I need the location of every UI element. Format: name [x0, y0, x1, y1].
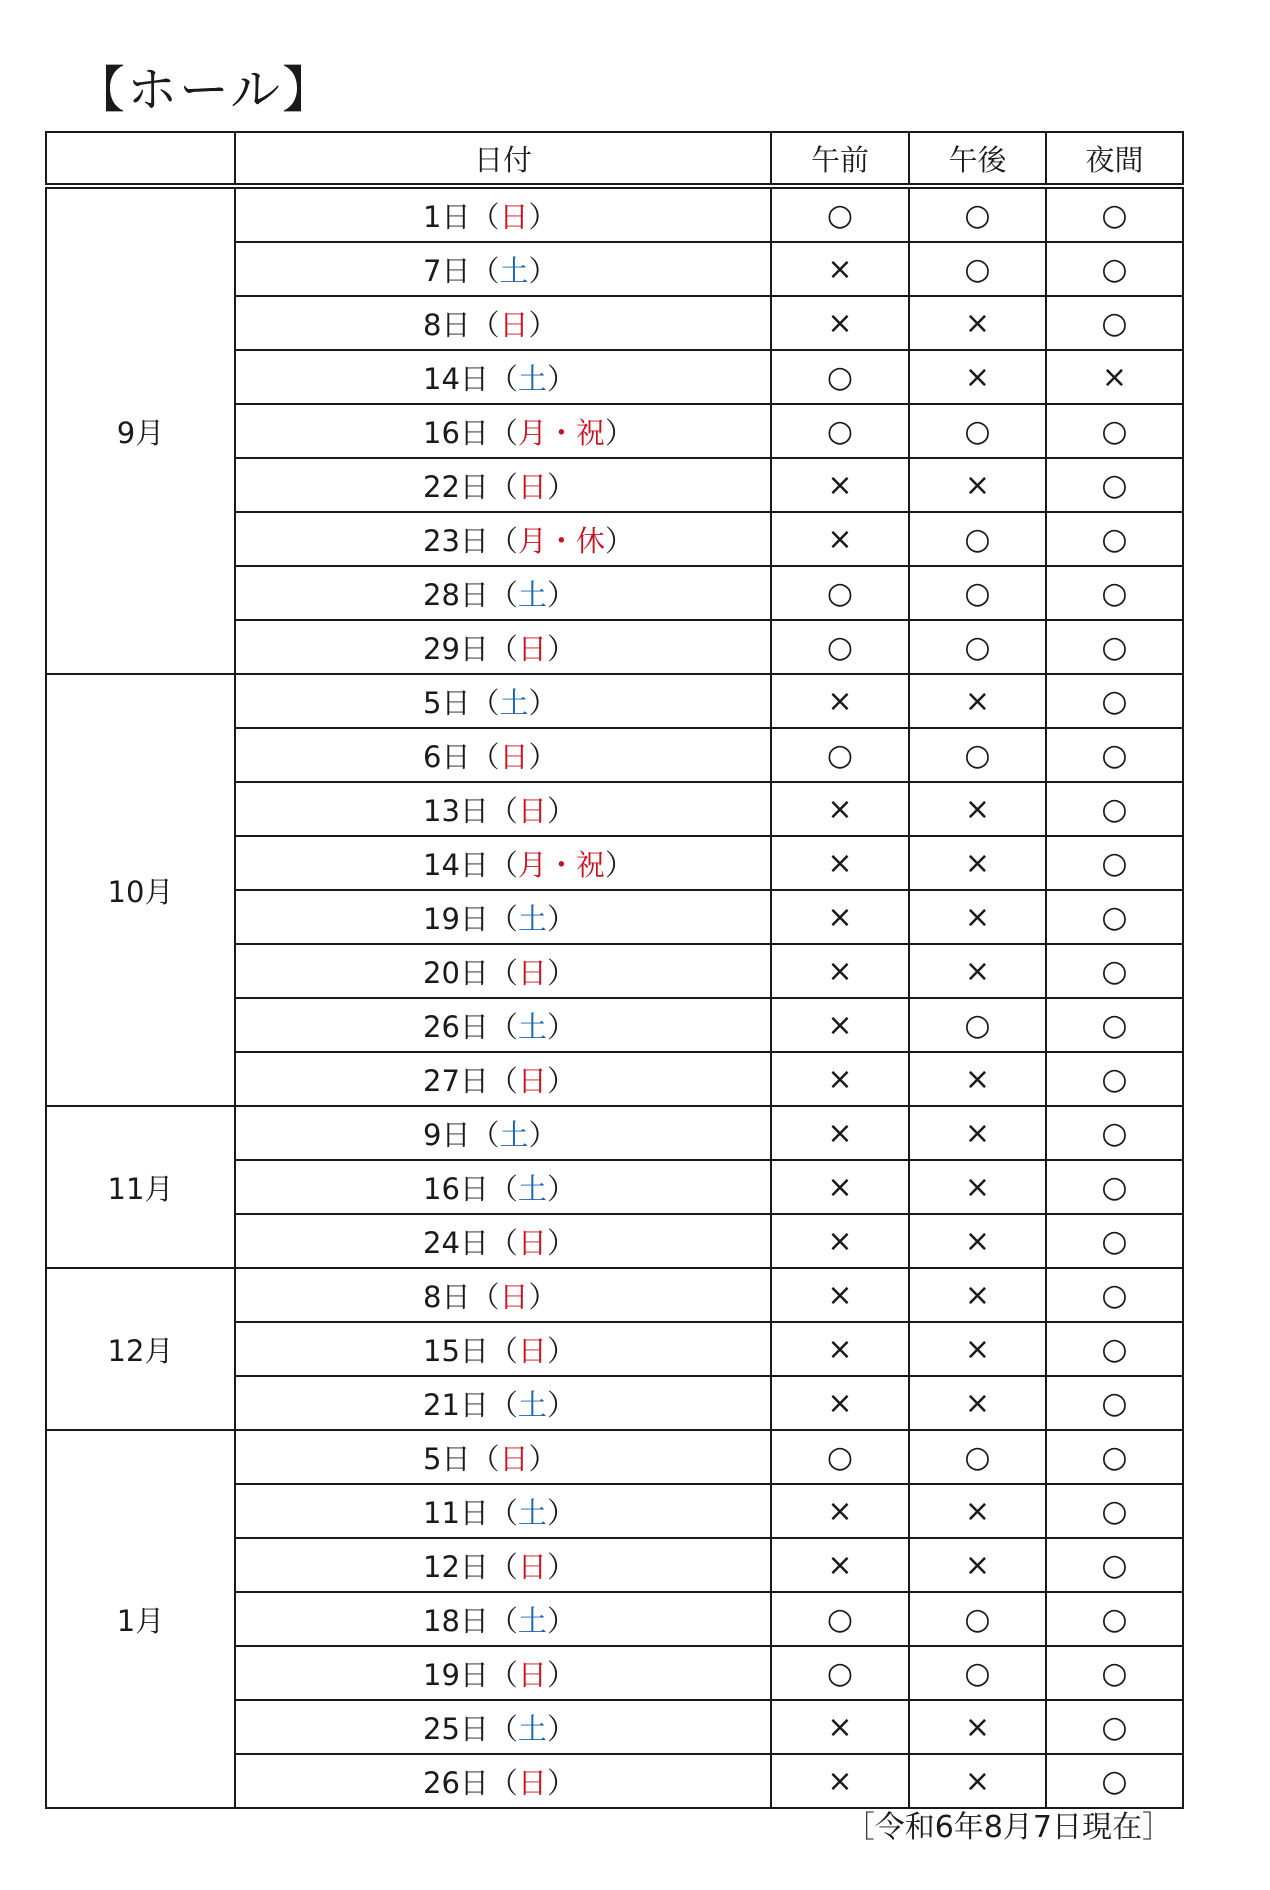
- date-cell: [235, 512, 771, 566]
- morning-status: ×: [771, 890, 909, 944]
- day-of-week: 土: [517, 1171, 547, 1206]
- header-date: 日付: [235, 132, 771, 186]
- header-afternoon: 午後: [909, 132, 1046, 186]
- morning-status: ×: [771, 1052, 909, 1106]
- afternoon-status: ×: [909, 458, 1046, 512]
- date-label: [423, 1005, 653, 1046]
- day-of-week: 日: [517, 955, 547, 990]
- date-label: [423, 951, 653, 992]
- paren-open: （: [470, 685, 500, 720]
- paren-open: （: [470, 1279, 500, 1314]
- paren-open: （: [488, 469, 518, 504]
- afternoon-status: ○: [909, 1592, 1046, 1646]
- date-label: [423, 1599, 653, 1640]
- day-number: 27日: [423, 1063, 489, 1098]
- paren-close: ）: [546, 1603, 576, 1638]
- morning-status: ○: [771, 620, 909, 674]
- date-label: [423, 1707, 653, 1748]
- date-label: [423, 897, 653, 938]
- month-cell: 9月: [46, 186, 235, 674]
- afternoon-status: ×: [909, 836, 1046, 890]
- day-of-week: 日: [517, 1225, 547, 1260]
- day-of-week: 土: [517, 361, 547, 396]
- afternoon-status: ×: [909, 1322, 1046, 1376]
- date-cell: [235, 1430, 771, 1484]
- paren-close: ）: [528, 685, 558, 720]
- afternoon-status: ×: [909, 1376, 1046, 1430]
- date-label: [423, 411, 653, 452]
- day-number: 24日: [423, 1225, 489, 1260]
- day-of-week: 日: [517, 1657, 547, 1692]
- night-status: ○: [1046, 836, 1183, 890]
- table-row: [46, 1268, 1183, 1322]
- date-cell: [235, 186, 771, 242]
- paren-open: （: [488, 1171, 518, 1206]
- morning-status: ○: [771, 1430, 909, 1484]
- morning-status: ○: [771, 404, 909, 458]
- day-number: 20日: [423, 955, 489, 990]
- month-cell: 11月: [46, 1106, 235, 1268]
- night-status: ○: [1046, 1052, 1183, 1106]
- day-number: 14日: [423, 361, 489, 396]
- paren-open: （: [488, 361, 518, 396]
- day-number: 13日: [423, 793, 489, 828]
- night-status: ○: [1046, 1646, 1183, 1700]
- date-cell: [235, 1592, 771, 1646]
- paren-close: ）: [546, 361, 576, 396]
- month-cell: 12月: [46, 1268, 235, 1430]
- date-cell: [235, 1052, 771, 1106]
- afternoon-status: ×: [909, 1106, 1046, 1160]
- night-status: ○: [1046, 296, 1183, 350]
- day-number: 22日: [423, 469, 489, 504]
- morning-status: ×: [771, 1106, 909, 1160]
- date-cell: [235, 1754, 771, 1808]
- day-of-week: 月・休: [517, 523, 605, 558]
- paren-close: ）: [546, 1225, 576, 1260]
- paren-open: （: [488, 793, 518, 828]
- paren-open: （: [470, 739, 500, 774]
- night-status: ×: [1046, 350, 1183, 404]
- date-label: [423, 1329, 653, 1370]
- day-of-week: 日: [517, 469, 547, 504]
- afternoon-status: ×: [909, 1214, 1046, 1268]
- day-number: 23日: [423, 523, 489, 558]
- paren-open: （: [488, 631, 518, 666]
- night-status: ○: [1046, 620, 1183, 674]
- paren-open: （: [488, 1765, 518, 1800]
- paren-close: ）: [546, 469, 576, 504]
- day-of-week: 日: [499, 1441, 529, 1476]
- date-cell: [235, 404, 771, 458]
- header-month: [46, 132, 235, 186]
- paren-open: （: [488, 1657, 518, 1692]
- day-of-week: 日: [499, 199, 529, 234]
- date-label: [423, 1545, 653, 1586]
- date-cell: [235, 836, 771, 890]
- date-label: [423, 735, 653, 776]
- day-number: 9日: [423, 1117, 471, 1152]
- morning-status: ○: [771, 728, 909, 782]
- paren-close: ）: [546, 1171, 576, 1206]
- day-of-week: 土: [517, 1009, 547, 1044]
- day-of-week: 日: [517, 1549, 547, 1584]
- paren-open: （: [488, 1603, 518, 1638]
- day-number: 19日: [423, 1657, 489, 1692]
- morning-status: ×: [771, 1376, 909, 1430]
- date-cell: [235, 890, 771, 944]
- night-status: ○: [1046, 458, 1183, 512]
- paren-close: ）: [546, 901, 576, 936]
- day-number: 29日: [423, 631, 489, 666]
- afternoon-status: ○: [909, 620, 1046, 674]
- afternoon-status: ○: [909, 1646, 1046, 1700]
- paren-open: （: [488, 1387, 518, 1422]
- morning-status: ×: [771, 998, 909, 1052]
- availability-table: [45, 131, 1184, 1809]
- date-cell: [235, 1538, 771, 1592]
- day-number: 11日: [423, 1495, 489, 1530]
- date-label: [423, 249, 653, 290]
- night-status: ○: [1046, 1376, 1183, 1430]
- day-number: 14日: [423, 847, 489, 882]
- date-cell: [235, 728, 771, 782]
- date-cell: [235, 620, 771, 674]
- morning-status: ×: [771, 1268, 909, 1322]
- morning-status: ×: [771, 242, 909, 296]
- morning-status: ×: [771, 1700, 909, 1754]
- paren-close: ）: [546, 1549, 576, 1584]
- paren-open: （: [470, 1441, 500, 1476]
- day-number: 12日: [423, 1549, 489, 1584]
- afternoon-status: ×: [909, 782, 1046, 836]
- morning-status: ×: [771, 1484, 909, 1538]
- day-number: 5日: [423, 685, 471, 720]
- day-number: 1日: [423, 199, 471, 234]
- afternoon-status: ×: [909, 1538, 1046, 1592]
- night-status: ○: [1046, 1754, 1183, 1808]
- day-number: 25日: [423, 1711, 489, 1746]
- date-label: [423, 1059, 653, 1100]
- paren-close: ）: [546, 1765, 576, 1800]
- paren-close: ）: [546, 793, 576, 828]
- header-morning: 午前: [771, 132, 909, 186]
- date-cell: [235, 458, 771, 512]
- afternoon-status: ×: [909, 1268, 1046, 1322]
- morning-status: ×: [771, 512, 909, 566]
- afternoon-status: ○: [909, 512, 1046, 566]
- paren-open: （: [488, 523, 518, 558]
- date-cell: [235, 1160, 771, 1214]
- date-label: [423, 1653, 653, 1694]
- night-status: ○: [1046, 998, 1183, 1052]
- day-number: 26日: [423, 1765, 489, 1800]
- paren-close: ）: [528, 307, 558, 342]
- afternoon-status: ○: [909, 728, 1046, 782]
- paren-close: ）: [546, 1711, 576, 1746]
- as-of-date: ［令和6年8月7日現在］: [844, 1810, 1172, 1845]
- afternoon-status: ×: [909, 1052, 1046, 1106]
- night-status: ○: [1046, 1214, 1183, 1268]
- paren-open: （: [470, 253, 500, 288]
- paren-close: ）: [546, 1333, 576, 1368]
- day-of-week: 月・祝: [517, 847, 605, 882]
- day-of-week: 土: [499, 1117, 529, 1152]
- date-cell: [235, 566, 771, 620]
- header-night: 夜間: [1046, 132, 1183, 186]
- afternoon-status: ×: [909, 1754, 1046, 1808]
- table-row: [46, 1430, 1183, 1484]
- morning-status: ○: [771, 350, 909, 404]
- afternoon-status: ○: [909, 998, 1046, 1052]
- date-label: [423, 357, 653, 398]
- paren-close: ）: [528, 739, 558, 774]
- afternoon-status: ○: [909, 1430, 1046, 1484]
- paren-close: ）: [604, 415, 634, 450]
- table-row: [46, 674, 1183, 728]
- morning-status: ×: [771, 674, 909, 728]
- afternoon-status: ×: [909, 890, 1046, 944]
- night-status: ○: [1046, 1106, 1183, 1160]
- date-label: [423, 1275, 653, 1316]
- night-status: ○: [1046, 1160, 1183, 1214]
- morning-status: ×: [771, 1538, 909, 1592]
- day-number: 16日: [423, 1171, 489, 1206]
- day-of-week: 日: [499, 1279, 529, 1314]
- day-number: 8日: [423, 307, 471, 342]
- morning-status: ○: [771, 186, 909, 242]
- date-label: [423, 627, 653, 668]
- date-label: [423, 1167, 653, 1208]
- morning-status: ×: [771, 1322, 909, 1376]
- table-body: [46, 186, 1183, 1808]
- paren-open: （: [488, 415, 518, 450]
- night-status: ○: [1046, 1430, 1183, 1484]
- afternoon-status: ○: [909, 186, 1046, 242]
- day-number: 19日: [423, 901, 489, 936]
- paren-close: ）: [546, 577, 576, 612]
- morning-status: ×: [771, 944, 909, 998]
- afternoon-status: ×: [909, 350, 1046, 404]
- day-of-week: 月・祝: [517, 415, 605, 450]
- night-status: ○: [1046, 1538, 1183, 1592]
- day-number: 7日: [423, 253, 471, 288]
- paren-open: （: [488, 847, 518, 882]
- paren-close: ）: [604, 523, 634, 558]
- date-cell: [235, 998, 771, 1052]
- date-label: [423, 195, 653, 236]
- night-status: ○: [1046, 728, 1183, 782]
- morning-status: ×: [771, 458, 909, 512]
- month-cell: 10月: [46, 674, 235, 1106]
- day-of-week: 土: [499, 253, 529, 288]
- paren-open: （: [488, 1063, 518, 1098]
- date-cell: [235, 1214, 771, 1268]
- date-label: [423, 681, 653, 722]
- date-label: [423, 789, 653, 830]
- night-status: ○: [1046, 944, 1183, 998]
- afternoon-status: ×: [909, 944, 1046, 998]
- paren-close: ）: [546, 1387, 576, 1422]
- date-cell: [235, 242, 771, 296]
- paren-close: ）: [528, 253, 558, 288]
- night-status: ○: [1046, 1592, 1183, 1646]
- table-row: [46, 186, 1183, 242]
- day-of-week: 日: [517, 1063, 547, 1098]
- paren-open: （: [488, 1711, 518, 1746]
- paren-close: ）: [528, 1441, 558, 1476]
- date-cell: [235, 1106, 771, 1160]
- paren-open: （: [488, 901, 518, 936]
- afternoon-status: ○: [909, 404, 1046, 458]
- date-label: [423, 1113, 653, 1154]
- morning-status: ○: [771, 566, 909, 620]
- afternoon-status: ×: [909, 1700, 1046, 1754]
- paren-close: ）: [546, 1063, 576, 1098]
- table-row: [46, 1106, 1183, 1160]
- date-label: [423, 1437, 653, 1478]
- night-status: ○: [1046, 782, 1183, 836]
- month-cell: 1月: [46, 1430, 235, 1808]
- paren-close: ）: [528, 1117, 558, 1152]
- paren-open: （: [488, 577, 518, 612]
- morning-status: ×: [771, 1754, 909, 1808]
- date-label: [423, 1221, 653, 1262]
- day-of-week: 土: [517, 1711, 547, 1746]
- page-title: 【ホール】: [75, 61, 334, 119]
- morning-status: ×: [771, 782, 909, 836]
- date-cell: [235, 1322, 771, 1376]
- night-status: ○: [1046, 674, 1183, 728]
- date-label: [423, 843, 653, 884]
- morning-status: ×: [771, 836, 909, 890]
- night-status: ○: [1046, 242, 1183, 296]
- date-cell: [235, 1700, 771, 1754]
- paren-open: （: [470, 1117, 500, 1152]
- day-number: 21日: [423, 1387, 489, 1422]
- day-of-week: 日: [517, 1765, 547, 1800]
- paren-open: （: [470, 307, 500, 342]
- paren-close: ）: [528, 199, 558, 234]
- date-cell: [235, 782, 771, 836]
- day-of-week: 日: [517, 631, 547, 666]
- date-label: [423, 1491, 653, 1532]
- date-label: [423, 573, 653, 614]
- day-of-week: 日: [517, 793, 547, 828]
- day-of-week: 日: [517, 1333, 547, 1368]
- paren-close: ）: [546, 955, 576, 990]
- day-number: 16日: [423, 415, 489, 450]
- night-status: ○: [1046, 1700, 1183, 1754]
- day-of-week: 土: [517, 1495, 547, 1530]
- date-label: [423, 1383, 653, 1424]
- morning-status: ×: [771, 1214, 909, 1268]
- date-cell: [235, 944, 771, 998]
- night-status: ○: [1046, 512, 1183, 566]
- afternoon-status: ○: [909, 242, 1046, 296]
- morning-status: ×: [771, 1160, 909, 1214]
- afternoon-status: ×: [909, 296, 1046, 350]
- afternoon-status: ○: [909, 566, 1046, 620]
- morning-status: ○: [771, 1646, 909, 1700]
- paren-open: （: [488, 955, 518, 990]
- date-label: [423, 1761, 653, 1802]
- paren-open: （: [488, 1333, 518, 1368]
- afternoon-status: ×: [909, 1484, 1046, 1538]
- paren-open: （: [488, 1549, 518, 1584]
- paren-close: ）: [528, 1279, 558, 1314]
- date-cell: [235, 1646, 771, 1700]
- paren-open: （: [488, 1495, 518, 1530]
- day-number: 8日: [423, 1279, 471, 1314]
- day-of-week: 土: [517, 1387, 547, 1422]
- date-label: [423, 519, 653, 560]
- night-status: ○: [1046, 1322, 1183, 1376]
- date-cell: [235, 1376, 771, 1430]
- night-status: ○: [1046, 1268, 1183, 1322]
- night-status: ○: [1046, 186, 1183, 242]
- date-label: [423, 465, 653, 506]
- paren-close: ）: [546, 1009, 576, 1044]
- night-status: ○: [1046, 1484, 1183, 1538]
- day-number: 6日: [423, 739, 471, 774]
- morning-status: ×: [771, 296, 909, 350]
- night-status: ○: [1046, 566, 1183, 620]
- day-number: 28日: [423, 577, 489, 612]
- paren-open: （: [470, 199, 500, 234]
- day-of-week: 土: [517, 577, 547, 612]
- afternoon-status: ×: [909, 674, 1046, 728]
- date-cell: [235, 1484, 771, 1538]
- date-cell: [235, 674, 771, 728]
- day-of-week: 土: [499, 685, 529, 720]
- paren-open: （: [488, 1225, 518, 1260]
- paren-open: （: [488, 1009, 518, 1044]
- day-of-week: 土: [517, 1603, 547, 1638]
- night-status: ○: [1046, 404, 1183, 458]
- day-number: 15日: [423, 1333, 489, 1368]
- day-number: 26日: [423, 1009, 489, 1044]
- day-of-week: 日: [499, 307, 529, 342]
- date-cell: [235, 296, 771, 350]
- date-label: [423, 303, 653, 344]
- day-number: 5日: [423, 1441, 471, 1476]
- paren-close: ）: [546, 1657, 576, 1692]
- table-header: [46, 132, 1183, 186]
- paren-close: ）: [546, 1495, 576, 1530]
- date-cell: [235, 1268, 771, 1322]
- day-of-week: 日: [499, 739, 529, 774]
- paren-close: ）: [546, 631, 576, 666]
- morning-status: ○: [771, 1592, 909, 1646]
- day-of-week: 土: [517, 901, 547, 936]
- day-number: 18日: [423, 1603, 489, 1638]
- afternoon-status: ×: [909, 1160, 1046, 1214]
- night-status: ○: [1046, 890, 1183, 944]
- date-cell: [235, 350, 771, 404]
- header-row: [46, 132, 1183, 186]
- paren-close: ）: [604, 847, 634, 882]
